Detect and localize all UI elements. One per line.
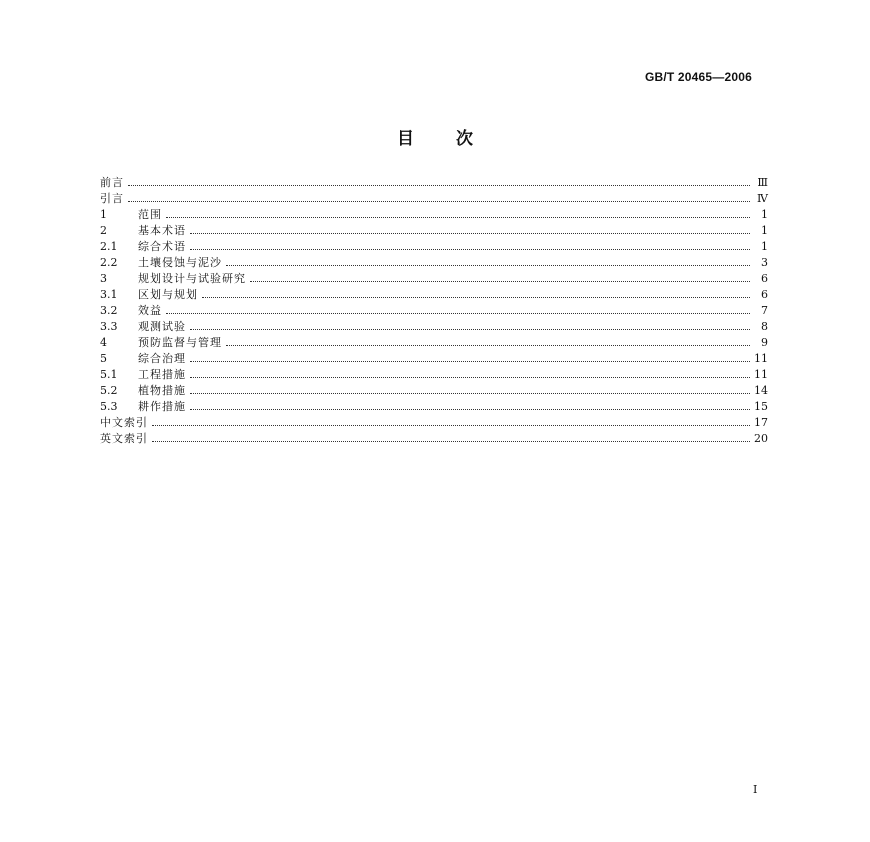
toc-entry-label: 英文索引 (100, 432, 148, 445)
toc-entry[interactable] (100, 303, 768, 319)
page-title: 目次 (397, 129, 515, 149)
toc-entry[interactable] (100, 399, 768, 415)
toc-entry[interactable] (100, 367, 768, 383)
toc-entry[interactable] (100, 175, 768, 191)
toc-leader-dots (128, 200, 750, 202)
toc-entry[interactable] (100, 207, 768, 223)
toc-entry-page: 1 (761, 208, 768, 221)
toc-entry-number: 2 (100, 224, 107, 237)
standard-code: GB/T 20465—2006 (644, 70, 752, 84)
toc-entry-label: 综合治理 (138, 352, 186, 365)
toc-leader-dots (226, 264, 750, 266)
toc-entry-page: 14 (754, 384, 768, 397)
toc-leader-dots (190, 328, 750, 330)
toc-leader-dots (152, 440, 750, 442)
toc-entry-number: 5.3 (100, 400, 118, 413)
table-of-contents (100, 175, 768, 447)
toc-entry-label: 观测试验 (138, 320, 186, 333)
toc-entry-number: 5 (100, 352, 107, 365)
toc-entry-number: 3 (100, 272, 107, 285)
toc-entry-page: 1 (761, 240, 768, 253)
toc-entry-page: 11 (754, 352, 768, 365)
toc-entry[interactable] (100, 415, 768, 431)
toc-entry-page: 11 (754, 368, 768, 381)
toc-entry-label: 区划与规划 (138, 288, 198, 301)
toc-leader-dots (128, 184, 750, 186)
page-number: I (753, 783, 758, 796)
toc-entry-page: 9 (761, 336, 768, 349)
toc-entry[interactable] (100, 239, 768, 255)
toc-leader-dots (202, 296, 750, 298)
toc-entry-label: 耕作措施 (138, 400, 186, 413)
toc-leader-dots (226, 344, 750, 346)
toc-entry-label: 综合术语 (138, 240, 186, 253)
toc-entry-label: 前言 (100, 176, 124, 189)
toc-leader-dots (190, 376, 750, 378)
toc-leader-dots (166, 216, 750, 218)
toc-entry[interactable] (100, 335, 768, 351)
toc-entry[interactable] (100, 223, 768, 239)
toc-entry[interactable] (100, 287, 768, 303)
toc-entry[interactable] (100, 431, 768, 447)
toc-entry-label: 土壤侵蚀与泥沙 (138, 256, 222, 269)
toc-entry-label: 规划设计与试验研究 (138, 272, 246, 285)
toc-entry-page: 8 (761, 320, 768, 333)
toc-entry-label: 效益 (138, 304, 162, 317)
toc-entry-page: 6 (761, 272, 768, 285)
toc-entry-number: 4 (100, 336, 107, 349)
toc-entry-page: 6 (761, 288, 768, 301)
toc-entry-page: 7 (761, 304, 768, 317)
toc-entry[interactable] (100, 271, 768, 287)
toc-leader-dots (190, 232, 750, 234)
toc-entry-label: 引言 (100, 192, 124, 205)
toc-entry-page: Ⅲ (757, 176, 768, 189)
toc-entry-number: 2.2 (100, 256, 118, 269)
toc-leader-dots (152, 424, 750, 426)
toc-entry-page: 17 (754, 416, 768, 429)
toc-entry-number: 3.3 (100, 320, 118, 333)
toc-entry-number: 5.2 (100, 384, 118, 397)
toc-leader-dots (190, 248, 750, 250)
toc-entry-page: Ⅳ (757, 192, 768, 205)
toc-leader-dots (166, 312, 750, 314)
toc-entry-page: 1 (761, 224, 768, 237)
toc-entry[interactable] (100, 319, 768, 335)
toc-leader-dots (190, 392, 750, 394)
toc-leader-dots (190, 408, 750, 410)
toc-entry-page: 15 (754, 400, 768, 413)
toc-entry[interactable] (100, 191, 768, 207)
toc-entry-label: 范围 (138, 208, 162, 221)
toc-entry-label: 工程措施 (138, 368, 186, 381)
toc-leader-dots (190, 360, 750, 362)
toc-entry[interactable] (100, 351, 768, 367)
toc-entry-page: 3 (761, 256, 768, 269)
toc-entry-number: 2.1 (100, 240, 118, 253)
toc-entry-number: 3.1 (100, 288, 118, 301)
toc-entry-label: 基本术语 (138, 224, 186, 237)
toc-entry-label: 植物措施 (138, 384, 186, 397)
toc-entry-number: 3.2 (100, 304, 118, 317)
toc-entry-label: 预防监督与管理 (138, 336, 222, 349)
toc-leader-dots (250, 280, 750, 282)
toc-entry-page: 20 (754, 432, 768, 445)
toc-entry[interactable] (100, 255, 768, 271)
toc-entry[interactable] (100, 383, 768, 399)
toc-entry-label: 中文索引 (100, 416, 148, 429)
toc-entry-number: 5.1 (100, 368, 118, 381)
toc-entry-number: 1 (100, 208, 107, 221)
